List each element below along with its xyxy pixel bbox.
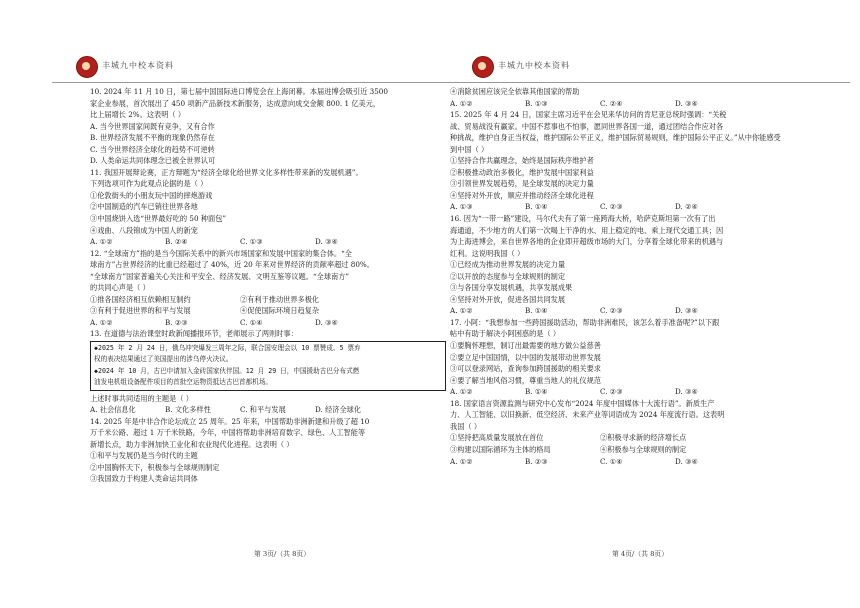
text-line: 17. 小阿：“我想参加一些跨国援助活动，帮助非洲难民，该怎么着手准备呢?”以下跟: [450, 317, 720, 327]
answer-options: [90, 236, 446, 248]
page-header: [450, 52, 850, 83]
statement-row: [90, 294, 446, 306]
page-body: [90, 86, 446, 485]
text-line: “全球南方”国家普遍关心关注和平安全、经济发展、文明互鉴等议题。“全球南方”: [90, 271, 350, 281]
text-line: 11. 我国开展辩论赛，正方辩题为“经济全球化给世界文化多样性带来新的发展机遇”。: [90, 167, 363, 177]
statement: ②有利于推动世界多极化: [240, 294, 320, 304]
option-line: B. 世界经济发展不平衡的现象仍然存在: [90, 133, 215, 143]
option: C. ①③: [240, 237, 263, 247]
option: B. ①④: [525, 306, 548, 316]
text-line: 家企业参展，首次展出了 450 项新产品新技术新服务，达成意向成交金额 800. 1 亿美元，: [90, 98, 381, 108]
text-line: ④坚持对外开放，顺应并推动经济全球化进程: [450, 190, 594, 200]
text-line: ③可以登录网站，查询参加跨国援助的相关要求: [450, 364, 601, 374]
answer-options: [450, 386, 806, 398]
box-line: ◆2025 年 2 月 24 日，俄乌冲突爆发三周年之际，联合国安理会以 10 票赞成、5 票弃: [94, 344, 361, 353]
option: C. ①④: [600, 456, 623, 466]
page-footer: 第 3页/（共 8页）: [253, 550, 311, 558]
option: D. ③④: [675, 306, 698, 316]
text-line: ①要胸怀理想，制订出最需要的地方做公益慈善: [450, 341, 601, 351]
option: B. ②③: [525, 456, 548, 466]
text-line: ④消除贫困应该完全依靠其他国家的帮助: [450, 87, 580, 96]
option: A. ①②: [90, 237, 113, 247]
option: A. ①③: [450, 202, 473, 212]
option: D. ③④: [675, 456, 698, 466]
option: C. 和平与发展: [240, 405, 286, 415]
text-line: ③引领世界发展趋势，是全球发展的决定力量: [450, 179, 594, 189]
text-line: 帖中有助于解决小阿困惑的是（ ）: [450, 329, 561, 339]
option: A. ①②: [450, 98, 473, 108]
statement-row: [450, 432, 806, 444]
option: D. ③④: [675, 98, 698, 108]
text-line: 万千米公路、超过 1 万千米铁路，今年，中国将帮助非洲培育数字、绿色、人工智能等: [90, 428, 366, 438]
option: B. ①④: [525, 387, 548, 397]
text-line: ②以开放的态度参与全球规则的制定: [450, 271, 566, 281]
news-box: [90, 341, 446, 391]
option: C. ②③: [600, 387, 623, 397]
answer-options: [90, 317, 446, 329]
text-line: ③与各国分享发展机遇，共享发展成果: [450, 283, 573, 293]
school-name: 丰城九中校本资料: [102, 61, 174, 70]
page-footer: 第 4页/（共 8页）: [611, 550, 669, 558]
answer-options: [450, 98, 806, 110]
text-line: 海通道，不少地方的人们第一次喝上干净的水、用上稳定的电、乘上现代交通工具；因: [450, 225, 724, 235]
statement: ③有利于促进世界的和平与发展: [90, 306, 191, 316]
answer-options: [90, 404, 446, 416]
statement: ②积极寻求新的经济增长点: [600, 433, 687, 443]
text-line: ②中国制造的汽车已销往世界各地: [90, 202, 198, 212]
text-line: ①和平与发展仍是当今时代的主题: [90, 451, 198, 461]
box-line: ◆2024 年 10 月，古巴申请加入金砖国家伙伴国。12 月 29 日，中国援助古巴分布式燃: [94, 366, 360, 375]
page-right: [450, 0, 850, 608]
answer-options: [450, 456, 806, 468]
statement: ④促使国际环境日趋复杂: [240, 306, 320, 316]
option: C. ①④: [240, 317, 263, 327]
option: B. 文化多样性: [165, 405, 211, 415]
statement-row: [450, 444, 806, 456]
text-line: 我国（ ）: [450, 421, 482, 431]
statement: ①坚持把高质量发展放在首位: [450, 433, 544, 443]
text-line: ①伦敦街头的小朋友玩中国的摔炮游戏: [90, 190, 213, 200]
option-line: A. 当今世界国家间既有竞争，又有合作: [90, 121, 215, 131]
option: B. ②④: [165, 237, 188, 247]
text-line: ④坚持对外开放，促进各国共同发展: [450, 294, 566, 304]
page-body: [450, 86, 806, 467]
option: D. ③④: [315, 317, 338, 327]
option: C. ②④: [600, 98, 623, 108]
text-line: 14. 2025 年是中非合作论坛成立 25 周年。25 年来，中国帮助非洲新建和升级了超 10: [90, 416, 370, 426]
option: B. ①③: [525, 98, 548, 108]
text-line: 球南方”占世界经济的比重已经超过了 40%，近 20 年来对世界经济的贡献率超过 80%。: [90, 260, 374, 270]
answer-options: [450, 201, 806, 213]
box-line: 油发电机组设备配件项目的首批空运物资抵达古巴首都机场。: [94, 378, 273, 387]
text-line: 上述时事共同适用的主题是（ ）: [90, 393, 193, 403]
option: D. 经济全球化: [315, 405, 362, 415]
option: B. ①④: [525, 202, 548, 212]
option: A. ①②: [90, 317, 113, 327]
school-logo-icon: [76, 56, 98, 78]
option: A. ①②: [450, 387, 473, 397]
text-line: 16. 因为“一带一路”建设，马尔代夫有了第一座跨海大桥，哈萨克斯坦第一次有了出: [450, 214, 716, 224]
option: C. ②③: [600, 306, 623, 316]
text-line: 下列选项可作为此观点论据的是（ ）: [90, 179, 208, 189]
text-line: 10. 2024 年 11 月 10 日，第七届中国国际进口博览会在上海闭幕。本届进博会吸引近 3500: [90, 87, 388, 96]
statement: ④积极参与全球规则的制定: [600, 444, 687, 454]
text-line: ③我国致力于构建人类命运共同体: [90, 474, 198, 484]
text-line: 为上海进博会，来自世界各地的企业即开超级市场的大门，分享着全球化带来的机遇与: [450, 237, 724, 247]
option-line: D. 人类命运共同体理念已被全世界认可: [90, 156, 216, 166]
text-line: ①已经成为推动世界发展的决定力量: [450, 260, 566, 270]
text-line: 力、人工智能、以旧换新、低空经济、未来产业等词语成为 2024 年度流行语。这表明: [450, 410, 725, 420]
text-line: ②积极推动政治多极化，维护发展中国家利益: [450, 167, 594, 177]
option: C. ②③: [600, 202, 623, 212]
text-line: 到中国（ ）: [450, 144, 489, 154]
option: D. ②④: [675, 202, 698, 212]
school-name: 丰城九中校本资料: [498, 61, 570, 70]
box-line: 权的表决结果通过了美国提出的涉乌停火决议。: [94, 355, 233, 364]
text-line: 比上届增长 2%。这表明（ ）: [90, 110, 186, 120]
text-line: 13. 在道德与法治课堂时政新闻播报环节，老师展示了两则时事：: [90, 329, 298, 339]
page-header: [52, 52, 452, 83]
text-line: 种挑战，维护自身正当权益，维护国际公平正义，维护国际贸易规则，维护国际公平正义。”从中你能感受: [450, 133, 781, 143]
statement-row: [90, 305, 446, 317]
text-line: ③中国烧饼入选“世界最好吃的 50 种面包”: [90, 214, 227, 224]
text-line: 新增长点，助力非洲加快工业化和农业现代化进程。这表明（ ）: [90, 439, 294, 449]
option: D. ③④: [675, 387, 698, 397]
text-line: 战、贸易战没有赢家。中国不惹事也不怕事，愿同世界各国一道，通过团结合作应对各: [450, 121, 724, 131]
text-line: 12. “全球南方”指的是当今国际关系中的新兴市场国家和发展中国家的集合体。“全: [90, 248, 352, 258]
option-line: C. 当今世界经济全球化的趋势不可逆转: [90, 144, 215, 154]
text-line: ①坚持合作共赢理念，始终是国际秩序维护者: [450, 156, 594, 166]
text-line: 的共同心声是（ ）: [90, 283, 150, 293]
option: D. ③④: [315, 237, 338, 247]
text-line: ②中国胸怀天下，积极参与全球规则制定: [90, 462, 220, 472]
statement: ③构建以国际循环为主体的格局: [450, 444, 551, 454]
text-line: ④要了解当地风俗习惯，尊重当地人的礼仪规范: [450, 375, 601, 385]
option: B. ②③: [165, 317, 188, 327]
page-left: [52, 0, 452, 608]
text-line: 15. 2025 年 4 月 24 日，国家主席习近平在会见来华访问的肯尼亚总统时强调：“关税: [450, 110, 727, 120]
answer-options: [450, 305, 806, 317]
text-line: 18. 国家语言资源监测与研究中心发布“2024 年度中国媒体十大流行语”。新质生产: [450, 398, 715, 408]
school-logo-icon: [472, 56, 494, 78]
statement: ①推各国经济相互依赖相互制约: [90, 294, 191, 304]
text-line: ②要立足中国国情，以中国的发展带动世界发展: [450, 352, 601, 362]
text-line: ④戏曲、八段锦成为中国人的新宠: [90, 225, 198, 235]
text-line: 红利。这说明我国（ ）: [450, 248, 525, 258]
option: A. 社会信息化: [90, 405, 136, 415]
option: A. ①②: [450, 456, 473, 466]
option: A. ①②: [450, 306, 473, 316]
